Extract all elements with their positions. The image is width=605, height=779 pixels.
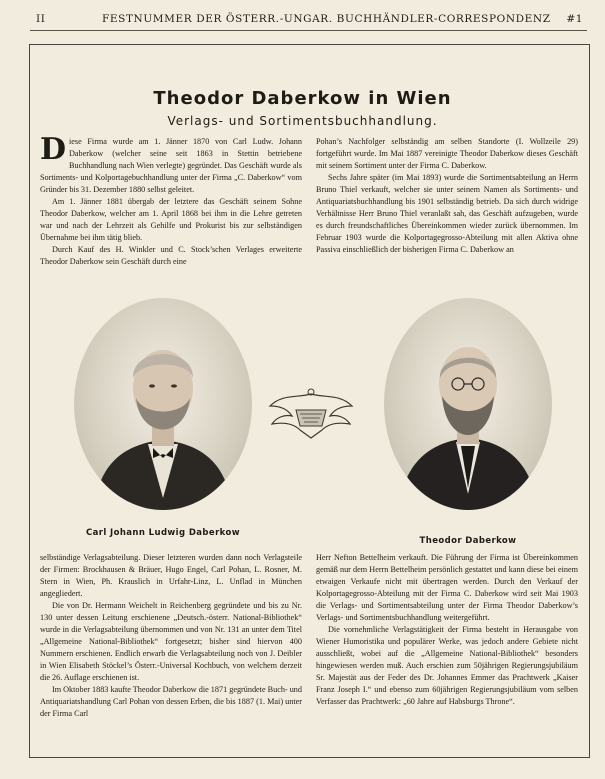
portrait-carl-illustration: [74, 298, 252, 510]
article-subtitle: Verlags- und Sortimentsbuchhandlung.: [167, 114, 438, 128]
caption-right: Theodor Daberkow: [419, 536, 517, 546]
paragraph: Im Oktober 1883 kaufte Theodor Daberkow die 1871 gegründete Buch- und Antiquariatshandlung Carl Pohan von dessen Erben, die bis 1887 (1. Mai) unter der Firma Carl: [40, 685, 302, 718]
text-column-top-right: [316, 136, 578, 256]
portrait-theodor-illustration: [384, 298, 552, 510]
text-column-bottom-right: [316, 552, 578, 708]
paragraph: Herr Nefton Bettelheim verkauft. Die Führung der Firma ist Übereinkommen gemäß nur dem Herrn Bettelheim persönlich gestattet und kann diese bei einem etwaigen Verkaufe nicht mit übertragen werden. Durch den Verkauf der Kolportagegrosso-Abteilung mit der Firma C. Daberkow wird seit Mai 1903 die Verlags- und Sortimentsabteilung unter der Firma Theodor Daberkow’s Verlags- und Sortimentsbuchhandlung weitergeführt.: [316, 553, 578, 622]
caption-left: Carl Johann Ludwig Daberkow: [85, 528, 240, 538]
text-column-top-left: [40, 132, 302, 268]
page-number-right: #1: [566, 13, 583, 25]
portrait-theodor-daberkow: [384, 298, 552, 510]
text-column-bottom-left: [40, 552, 302, 720]
portrait-carl-daberkow: [74, 298, 252, 510]
paragraph: Am 1. Jänner 1881 übergab der letztere das Geschäft seinem Sohne Theodor Daberkow, welcher am 1. April 1868 bei ihm in die Lehre getreten war und nach der Lehrzeit als Gehilfe und Prokurist bis zur selbständigen Übernahme bei ihm tätig blieb.: [40, 197, 302, 242]
eagle-crest-icon: [266, 384, 356, 444]
paragraph: selbständige Verlagsabteilung. Dieser letzteren wurden dann noch Verlagsteile der Firmen: Brockhausen & Bräuer, Hugo Engel, Carl Pohan, L. Rosner, M. Stern in Wien, Ph. Krauslich in Urfahr-Linz, L. Unflad in München angegliedert.: [40, 553, 302, 598]
paragraph: Die vornehmliche Verlagstätigkeit der Firma besteht in Herausgabe von Wiener Humoristika und populärer Werke, was jedoch andere Gebiete nicht ausschließt, wobei auf die „Allgemeine National-Bibliothek“ besonders hingewiesen werden muß. Auch erschien zum 50jährigen Regierungsjubiläum Sr. Majestät aus der Feder des Dr. Johannes Emmer das Prachtwerk „Kaiser Franz Joseph I.“ und ebenso zum 60jährigen Regierungsjubiläum vom selben Verfasser das Prachtwerk: „60 Jahre auf Habsburgs Throne“.: [316, 625, 578, 706]
paragraph: Pohan’s Nachfolger selbständig am selben Standorte (I. Wollzeile 29) fortgeführt wurde. Im Mai 1887 vereinigte Theodor Daberkow dieses Geschäft mit seinem Sortiment unter der Firma C. Daberkow.: [316, 137, 578, 170]
paragraph: Diese Firma wurde am 1. Jänner 1870 von Carl Ludw. Johann Daberkow (welcher seine seit 1863 in Stettin betriebene Buchhandlung nach Wien verlegte) gegründet. Das Geschäft wurde als Sortiments- und Kolportagebuchhandlung unter der Firma „C. Daberkow“ vom Gründer bis 31. Dezember 1880 selbst geleitet.: [40, 132, 302, 194]
paragraph: Durch Kauf des H. Winkler und C. Stock’schen Verlages erweiterte Theodor Daberkow sein Geschäft durch eine: [40, 245, 302, 266]
article-title: Theodor Daberkow in Wien: [153, 88, 452, 109]
paragraph: Die von Dr. Hermann Weichelt in Reichenberg gegründete und bis zu Nr. 130 unter dessen Leitung erschienene „Deutsch.-österr. National-Bibliothek“ wurde in die Verlagsabteilung übernommen und von Nr. 131 an unter dem Titel „Allgemeine National-Bibliothek“ fortgesetzt; bisher sind hiervon 400 Nummern erschienen. Endlich erwarb die Verlagsabteilung noch von J. Deibler in Wien Elisabeth Stöckel’s Österr.-Universal Kochbuch, von welchem derzeit die 26. Auflage erschienen ist.: [40, 601, 302, 682]
paragraph: Sechs Jahre später (im Mai 1893) wurde die Sortimentsabteilung an Herrn Bruno Thiel verkauft, welcher sie unter seinem Namen als Sortiments- und Antiquariatsbuchhandlung bis 1901 selbständig betrieb. Da sich durch widrige Verhältnisse Herr Bruno Thiel veranlaßt sah, das Geschäft aufzugeben, wurde es durch freundschaftliches Übereinkommen wieder zurück übernommen. Im Februar 1903 wurde die Kolportagegrosso-Abteilung mit allen Aktiva ohne Passiva einschließlich der bisherigen Firma C. Daberkow an: [316, 173, 578, 254]
page-number-left: II: [36, 13, 46, 25]
header-title: FESTNUMMER DER ÖSTERR.-UNGAR. BUCHHÄNDLER-CORRESPONDENZ: [102, 13, 551, 25]
running-header: [30, 8, 587, 31]
drop-cap: D: [40, 132, 67, 167]
